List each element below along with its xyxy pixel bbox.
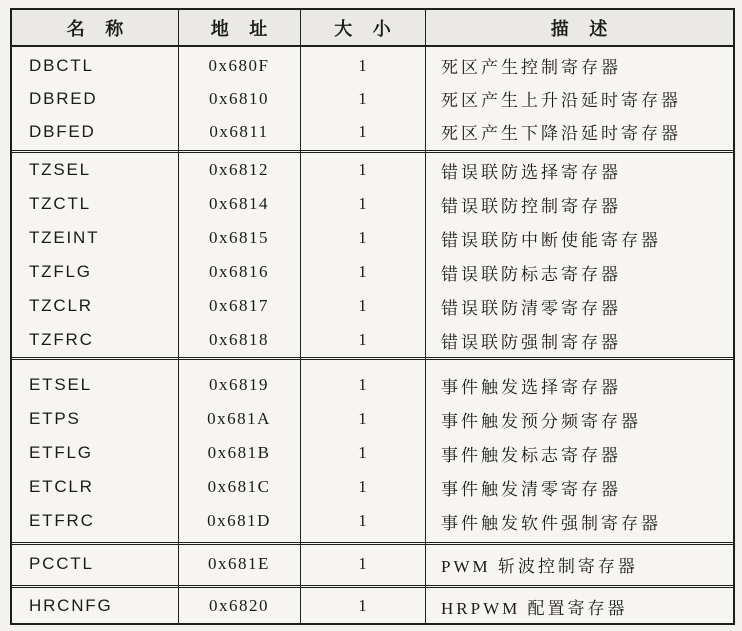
register-description: 事件触发选择寄存器 — [441, 377, 621, 397]
register-description: 错误联防清零寄存器 — [441, 298, 621, 318]
register-description: PWM 斩波控制寄存器 — [441, 556, 638, 576]
table-row — [12, 368, 733, 402]
register-description: HRPWM 配置寄存器 — [441, 598, 628, 618]
register-address: 0x6815 — [209, 228, 269, 247]
register-address: 0x6820 — [209, 596, 269, 615]
register-address: 0x681D — [207, 511, 271, 530]
register-address: 0x6811 — [209, 121, 269, 141]
register-name: TZEINT — [29, 228, 100, 247]
register-size: 1 — [358, 194, 367, 213]
register-size: 1 — [358, 160, 367, 179]
column-divider — [425, 10, 426, 623]
register-name: ETCLR — [29, 477, 94, 496]
register-group-chopper — [12, 542, 733, 585]
register-description: 事件触发标志寄存器 — [441, 445, 621, 465]
header-name: 名 称 — [66, 18, 132, 39]
table-row — [12, 289, 733, 323]
register-description: 错误联防选择寄存器 — [441, 162, 621, 182]
register-address: 0x681E — [208, 554, 270, 573]
table-row — [12, 547, 733, 581]
register-name: TZCTL — [29, 194, 91, 213]
register-address: 0x6816 — [209, 262, 269, 281]
register-name: TZSEL — [29, 160, 91, 179]
register-description: 死区产生控制寄存器 — [441, 58, 621, 77]
register-size: 1 — [358, 296, 367, 315]
register-name: ETSEL — [29, 375, 92, 394]
table-row — [12, 255, 733, 289]
register-size: 1 — [358, 554, 367, 573]
table-row — [12, 470, 733, 504]
register-name: DBFED — [29, 121, 96, 141]
register-address: 0x6812 — [209, 160, 269, 179]
register-description: 错误联防标志寄存器 — [441, 264, 621, 284]
header-description: 描 述 — [550, 18, 616, 39]
table-row — [12, 436, 733, 470]
header-size: 大 小 — [334, 18, 399, 39]
register-group-tripzone — [12, 150, 733, 357]
header-address: 地 址 — [210, 18, 276, 39]
register-size: 1 — [358, 55, 367, 75]
table-row — [12, 402, 733, 436]
register-address: 0x6810 — [209, 88, 269, 108]
register-name: HRCNFG — [29, 596, 113, 615]
register-group-event-trigger — [12, 357, 733, 542]
register-description: 死区产生上升沿延时寄存器 — [441, 91, 681, 110]
table-row — [12, 115, 733, 148]
register-address: 0x681C — [207, 477, 271, 496]
table-row — [12, 589, 733, 623]
register-size: 1 — [358, 88, 367, 108]
table-row — [12, 221, 733, 255]
register-description: 错误联防中断使能寄存器 — [441, 230, 661, 250]
register-size: 1 — [358, 511, 367, 530]
register-address: 0x6819 — [209, 375, 269, 394]
register-size: 1 — [358, 409, 367, 428]
register-address: 0x681A — [207, 409, 271, 428]
register-size: 1 — [358, 375, 367, 394]
register-description: 错误联防强制寄存器 — [441, 332, 621, 352]
register-group-deadband — [12, 45, 733, 150]
register-description: 事件触发清零寄存器 — [441, 479, 621, 499]
register-name: DBRED — [29, 88, 98, 108]
table-header-row — [12, 10, 733, 45]
register-name: PCCTL — [29, 554, 94, 573]
register-size: 1 — [358, 262, 367, 281]
register-address: 0x6818 — [209, 330, 269, 349]
table-row — [12, 187, 733, 221]
column-divider — [178, 10, 179, 623]
register-name: TZFRC — [29, 330, 94, 349]
register-table — [10, 8, 735, 625]
register-size: 1 — [358, 596, 367, 615]
table-row — [12, 504, 733, 538]
register-size: 1 — [358, 443, 367, 462]
register-group-hrpwm — [12, 585, 733, 623]
register-address: 0x6814 — [209, 194, 269, 213]
register-size: 1 — [358, 121, 367, 141]
register-description: 错误联防控制寄存器 — [441, 196, 621, 216]
register-address: 0x6817 — [209, 296, 269, 315]
register-address: 0x681B — [207, 443, 271, 462]
register-name: DBCTL — [29, 55, 94, 75]
register-description: 死区产生下降沿延时寄存器 — [441, 124, 681, 143]
table-row — [12, 49, 733, 82]
register-size: 1 — [358, 228, 367, 247]
register-description: 事件触发预分频寄存器 — [441, 411, 641, 431]
table-row — [12, 323, 733, 357]
register-name: ETFLG — [29, 443, 93, 462]
register-name: TZFLG — [29, 262, 92, 281]
register-size: 1 — [358, 477, 367, 496]
register-description: 事件触发软件强制寄存器 — [441, 513, 661, 533]
table-row — [12, 153, 733, 187]
register-name: ETPS — [29, 409, 81, 428]
register-address: 0x680F — [208, 55, 270, 75]
column-divider — [300, 10, 301, 623]
register-size: 1 — [358, 330, 367, 349]
register-name: ETFRC — [29, 511, 95, 530]
table-row — [12, 82, 733, 115]
register-name: TZCLR — [29, 296, 93, 315]
